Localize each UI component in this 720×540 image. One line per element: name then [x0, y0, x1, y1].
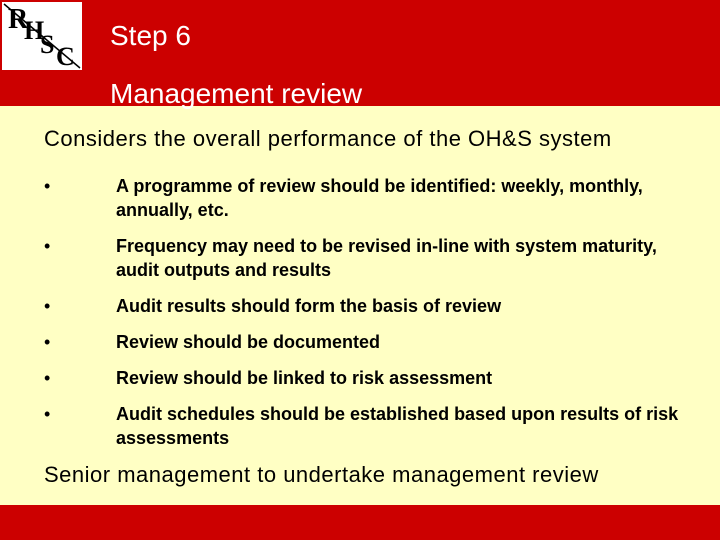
bullet-item — [44, 174, 694, 222]
slide-title: Management review — [110, 78, 363, 109]
footer-bar — [0, 505, 720, 540]
bullet-item — [44, 366, 694, 390]
bullet-text: Frequency may need to be revised in-line with system maturity, audit outputs and results — [116, 236, 657, 280]
bullet-marker: • — [44, 236, 51, 256]
bullet-text: Review should be documented — [116, 332, 381, 352]
bullet-marker: • — [44, 296, 51, 316]
conclusion-statement: Senior management to undertake management review — [44, 462, 599, 487]
bullet-text: A programme of review should be identified: weekly, monthly, annually, etc. — [116, 176, 643, 220]
logo-letter-c: C — [56, 42, 75, 70]
logo-letter-r: R — [8, 4, 29, 35]
bullet-item — [44, 402, 694, 450]
bullet-marker: • — [44, 404, 51, 424]
logo-letter-h: H — [24, 16, 45, 45]
bullet-item — [44, 234, 694, 282]
bullet-item — [44, 330, 694, 354]
logo-letter-s: S — [40, 30, 55, 59]
rhsc-logo — [2, 2, 82, 70]
intro-statement: Considers the overall performance of the OH&S system — [44, 126, 612, 151]
bullet-item — [44, 294, 694, 318]
bullet-marker: • — [44, 332, 51, 352]
bullet-marker: • — [44, 176, 51, 196]
bullet-list — [44, 174, 694, 462]
header-bar — [0, 0, 720, 109]
bullet-text: Audit schedules should be established based upon results of risk assessments — [116, 404, 679, 448]
bullet-marker: • — [44, 368, 51, 388]
bullet-text: Review should be linked to risk assessment — [116, 368, 493, 388]
step-title: Step 6 — [110, 20, 191, 51]
bullet-text: Audit results should form the basis of review — [116, 296, 502, 316]
